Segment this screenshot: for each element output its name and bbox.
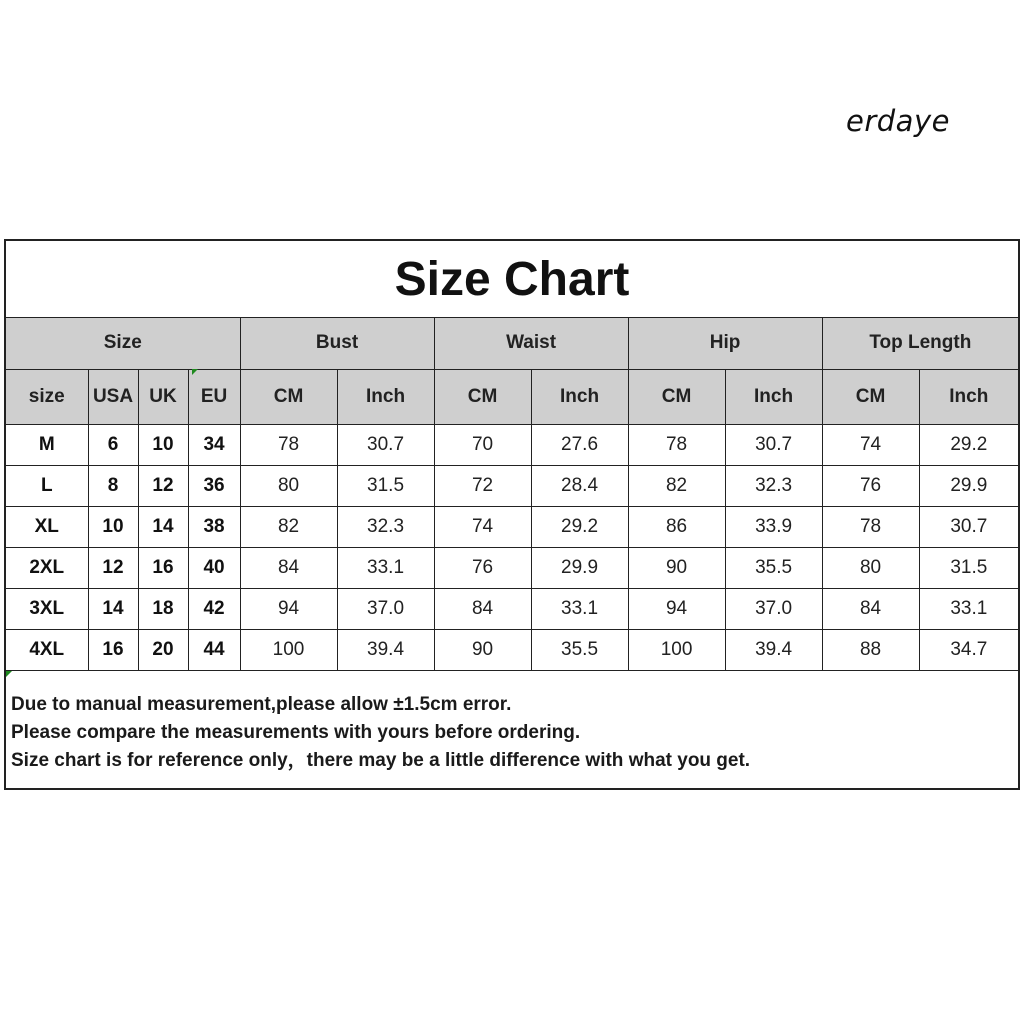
table-cell: 30.7 xyxy=(337,424,434,465)
table-cell: 10 xyxy=(88,506,138,547)
table-cell: 36 xyxy=(188,465,240,506)
note-line: Size chart is for reference only，there may be a little difference with what you get. xyxy=(11,750,751,771)
table-cell: 16 xyxy=(88,629,138,670)
table-cell: 27.6 xyxy=(531,424,628,465)
sub-header-cell: CM xyxy=(628,369,725,424)
table-cell: 76 xyxy=(434,547,531,588)
table-cell: 34.7 xyxy=(919,629,1018,670)
table-cell: 33.1 xyxy=(531,588,628,629)
table-cell: 72 xyxy=(434,465,531,506)
table-body xyxy=(6,424,1018,670)
table-cell: 35.5 xyxy=(531,629,628,670)
table-row xyxy=(6,588,1018,629)
table-cell: 76 xyxy=(822,465,919,506)
table-cell: 31.5 xyxy=(919,547,1018,588)
table-cell: 16 xyxy=(138,547,188,588)
table-cell: 4XL xyxy=(6,629,88,670)
table-cell: 80 xyxy=(822,547,919,588)
table-cell: 29.2 xyxy=(919,424,1018,465)
size-chart xyxy=(4,239,1020,790)
sub-header-cell: size xyxy=(6,369,88,424)
table-cell: 3XL xyxy=(6,588,88,629)
sub-header-cell: Inch xyxy=(919,369,1018,424)
cell-comment-marker xyxy=(6,671,12,677)
table-cell: 90 xyxy=(434,629,531,670)
group-header-hip: Hip xyxy=(628,318,822,369)
sub-header-cell: Inch xyxy=(337,369,434,424)
chart-title: Size Chart xyxy=(6,241,1018,318)
sub-header-cell: Inch xyxy=(725,369,822,424)
table-cell: 84 xyxy=(240,547,337,588)
table-cell: 78 xyxy=(822,506,919,547)
sub-header-cell: CM xyxy=(822,369,919,424)
table-cell: 38 xyxy=(188,506,240,547)
group-header-bust: Bust xyxy=(240,318,434,369)
table-cell: 33.1 xyxy=(919,588,1018,629)
table-cell: 37.0 xyxy=(337,588,434,629)
table-cell: 20 xyxy=(138,629,188,670)
note-line: Please compare the measurements with yours before ordering. xyxy=(11,722,581,743)
table-cell: 33.9 xyxy=(725,506,822,547)
sub-header-cell: UK xyxy=(138,369,188,424)
table-cell: 100 xyxy=(628,629,725,670)
sub-header-cell: USA xyxy=(88,369,138,424)
table-cell: 70 xyxy=(434,424,531,465)
table-cell: 32.3 xyxy=(725,465,822,506)
sub-header-cell: CM xyxy=(434,369,531,424)
table-cell: 78 xyxy=(240,424,337,465)
table-cell: M xyxy=(6,424,88,465)
table-cell: 44 xyxy=(188,629,240,670)
table-cell: 86 xyxy=(628,506,725,547)
table-cell: 74 xyxy=(434,506,531,547)
table-row xyxy=(6,424,1018,465)
table-cell: 84 xyxy=(434,588,531,629)
table-cell: 37.0 xyxy=(725,588,822,629)
table-cell: 42 xyxy=(188,588,240,629)
table-cell: 29.2 xyxy=(531,506,628,547)
table-row xyxy=(6,547,1018,588)
group-header-waist: Waist xyxy=(434,318,628,369)
table-cell: 12 xyxy=(88,547,138,588)
brand-logo: erdaye xyxy=(846,104,950,138)
table-cell: 30.7 xyxy=(725,424,822,465)
group-header-row xyxy=(6,318,1018,369)
table-cell: 8 xyxy=(88,465,138,506)
table-cell: 84 xyxy=(822,588,919,629)
table-cell: 82 xyxy=(628,465,725,506)
table-cell: 14 xyxy=(88,588,138,629)
table-cell: 40 xyxy=(188,547,240,588)
table-row xyxy=(6,465,1018,506)
size-table xyxy=(6,318,1018,671)
table-cell: 39.4 xyxy=(725,629,822,670)
table-cell: 94 xyxy=(240,588,337,629)
sub-header-cell: EU xyxy=(188,369,240,424)
table-cell: 2XL xyxy=(6,547,88,588)
table-cell: 100 xyxy=(240,629,337,670)
table-cell: 90 xyxy=(628,547,725,588)
table-cell: 32.3 xyxy=(337,506,434,547)
table-cell: 88 xyxy=(822,629,919,670)
group-header-top-length: Top Length xyxy=(822,318,1018,369)
table-cell: 94 xyxy=(628,588,725,629)
sub-header-cell: Inch xyxy=(531,369,628,424)
table-cell: 30.7 xyxy=(919,506,1018,547)
table-cell: 80 xyxy=(240,465,337,506)
group-header-size: Size xyxy=(6,318,240,369)
table-cell: L xyxy=(6,465,88,506)
table-cell: 18 xyxy=(138,588,188,629)
table-cell: 74 xyxy=(822,424,919,465)
note-line: Due to manual measurement,please allow ±1.5cm error. xyxy=(11,694,512,715)
sub-header-row xyxy=(6,369,1018,424)
table-cell: 12 xyxy=(138,465,188,506)
table-cell: 14 xyxy=(138,506,188,547)
table-cell: 10 xyxy=(138,424,188,465)
table-cell: 29.9 xyxy=(531,547,628,588)
table-cell: 35.5 xyxy=(725,547,822,588)
table-cell: 28.4 xyxy=(531,465,628,506)
sub-header-cell: CM xyxy=(240,369,337,424)
table-cell: 29.9 xyxy=(919,465,1018,506)
table-row xyxy=(6,506,1018,547)
table-row xyxy=(6,629,1018,670)
table-cell: 6 xyxy=(88,424,138,465)
table-cell: 39.4 xyxy=(337,629,434,670)
table-cell: 33.1 xyxy=(337,547,434,588)
table-cell: 82 xyxy=(240,506,337,547)
notes xyxy=(11,691,1011,775)
table-cell: XL xyxy=(6,506,88,547)
table-cell: 34 xyxy=(188,424,240,465)
cell-comment-marker xyxy=(192,369,198,375)
table-cell: 78 xyxy=(628,424,725,465)
table-cell: 31.5 xyxy=(337,465,434,506)
